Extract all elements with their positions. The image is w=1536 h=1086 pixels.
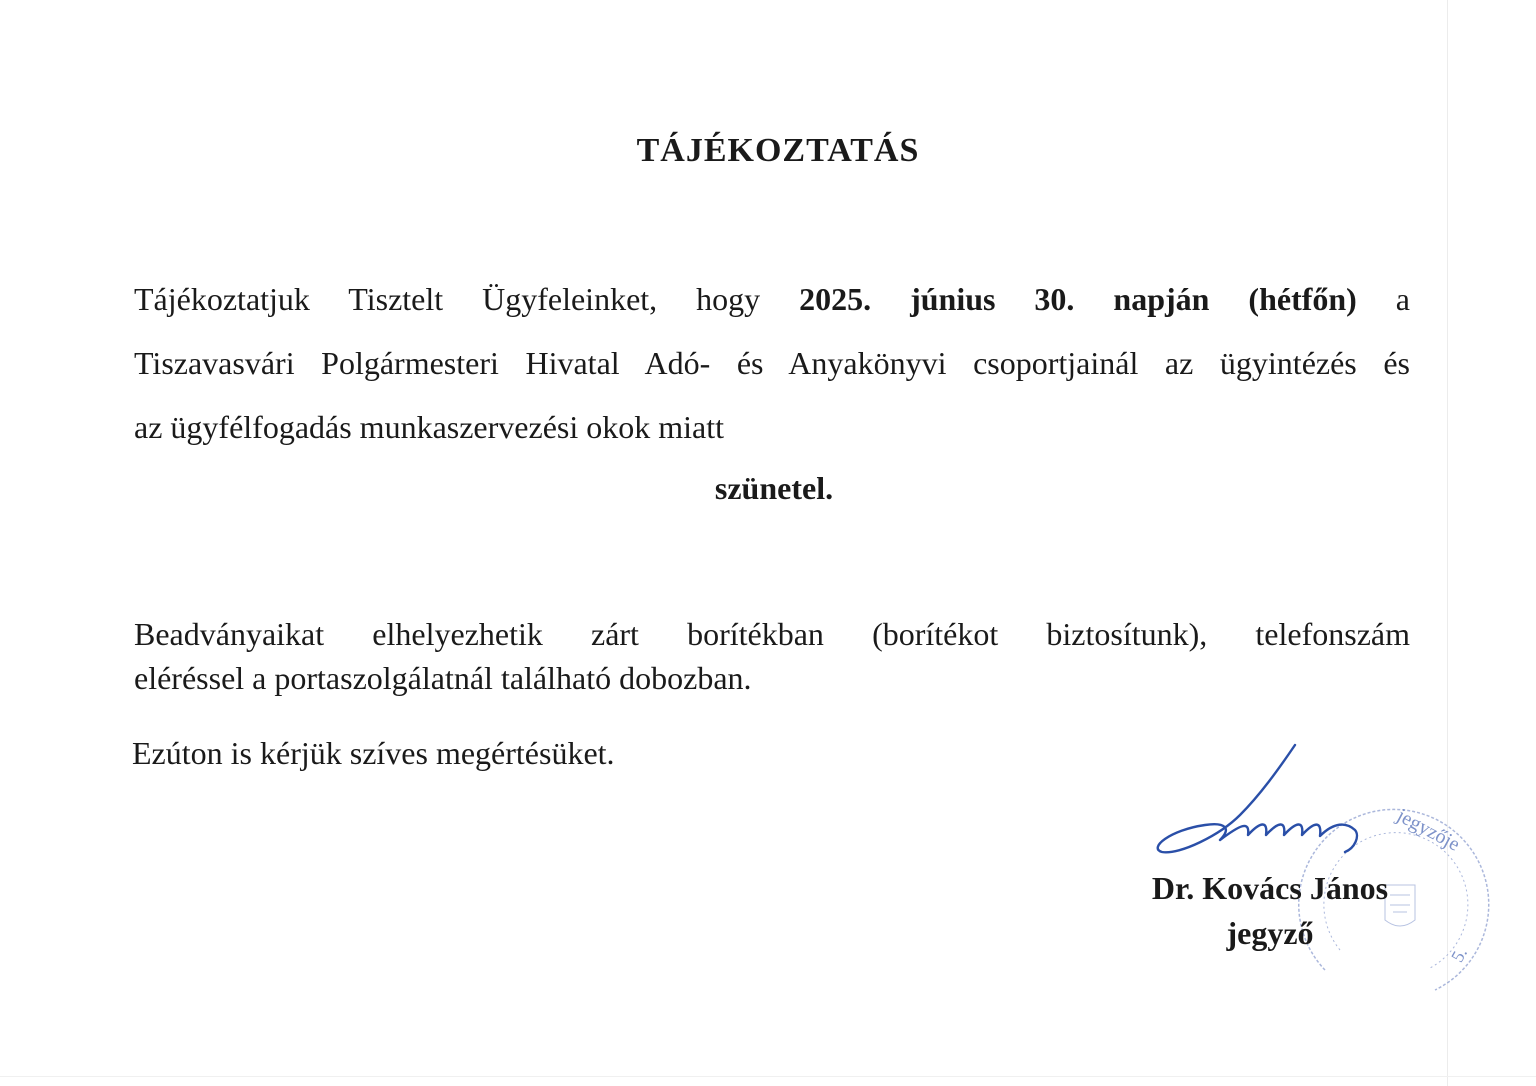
notice-line-3: az ügyfélfogadás munkaszervezési okok miatt: [134, 409, 724, 445]
notice-line-2: Tiszavasvári Polgármesteri Hivatal Adó- és Anyakönyvi csoportjainál az ügyintézés és: [134, 345, 1410, 381]
notice-line-1: [134, 267, 1410, 331]
closing-sentence: Ezúton is kérjük szíves megértésüket.: [132, 735, 615, 771]
handwritten-signature: [1150, 740, 1410, 870]
scan-edge-bottom: [0, 1076, 1536, 1077]
document-title: TÁJÉKOZTATÁS: [636, 132, 920, 169]
stamp-text: jegyzője: [1393, 804, 1464, 856]
notice-date: 2025. június 30. napján (hétfőn): [799, 281, 1357, 317]
suspension-word: szünetel.: [714, 470, 834, 506]
signatory-name: Dr. Kovács János: [1151, 870, 1389, 906]
submission-line-1: Beadványaikat elhelyezhetik zárt borítékban (borítékot biztosítunk), telefonszám: [134, 616, 1410, 652]
notice-paragraph: [134, 267, 1410, 459]
notice-line-1-end: a: [1356, 281, 1411, 317]
signatory-title: jegyző: [1226, 915, 1314, 951]
notice-line-1-text: Tájékoztatjuk Tisztelt Ügyfeleinket, hogy: [134, 281, 800, 317]
submission-line-2: eléréssel a portaszolgálatnál található dobozban.: [134, 660, 752, 696]
submission-paragraph: [134, 612, 1410, 700]
stamp-number: 5.: [1446, 943, 1472, 966]
